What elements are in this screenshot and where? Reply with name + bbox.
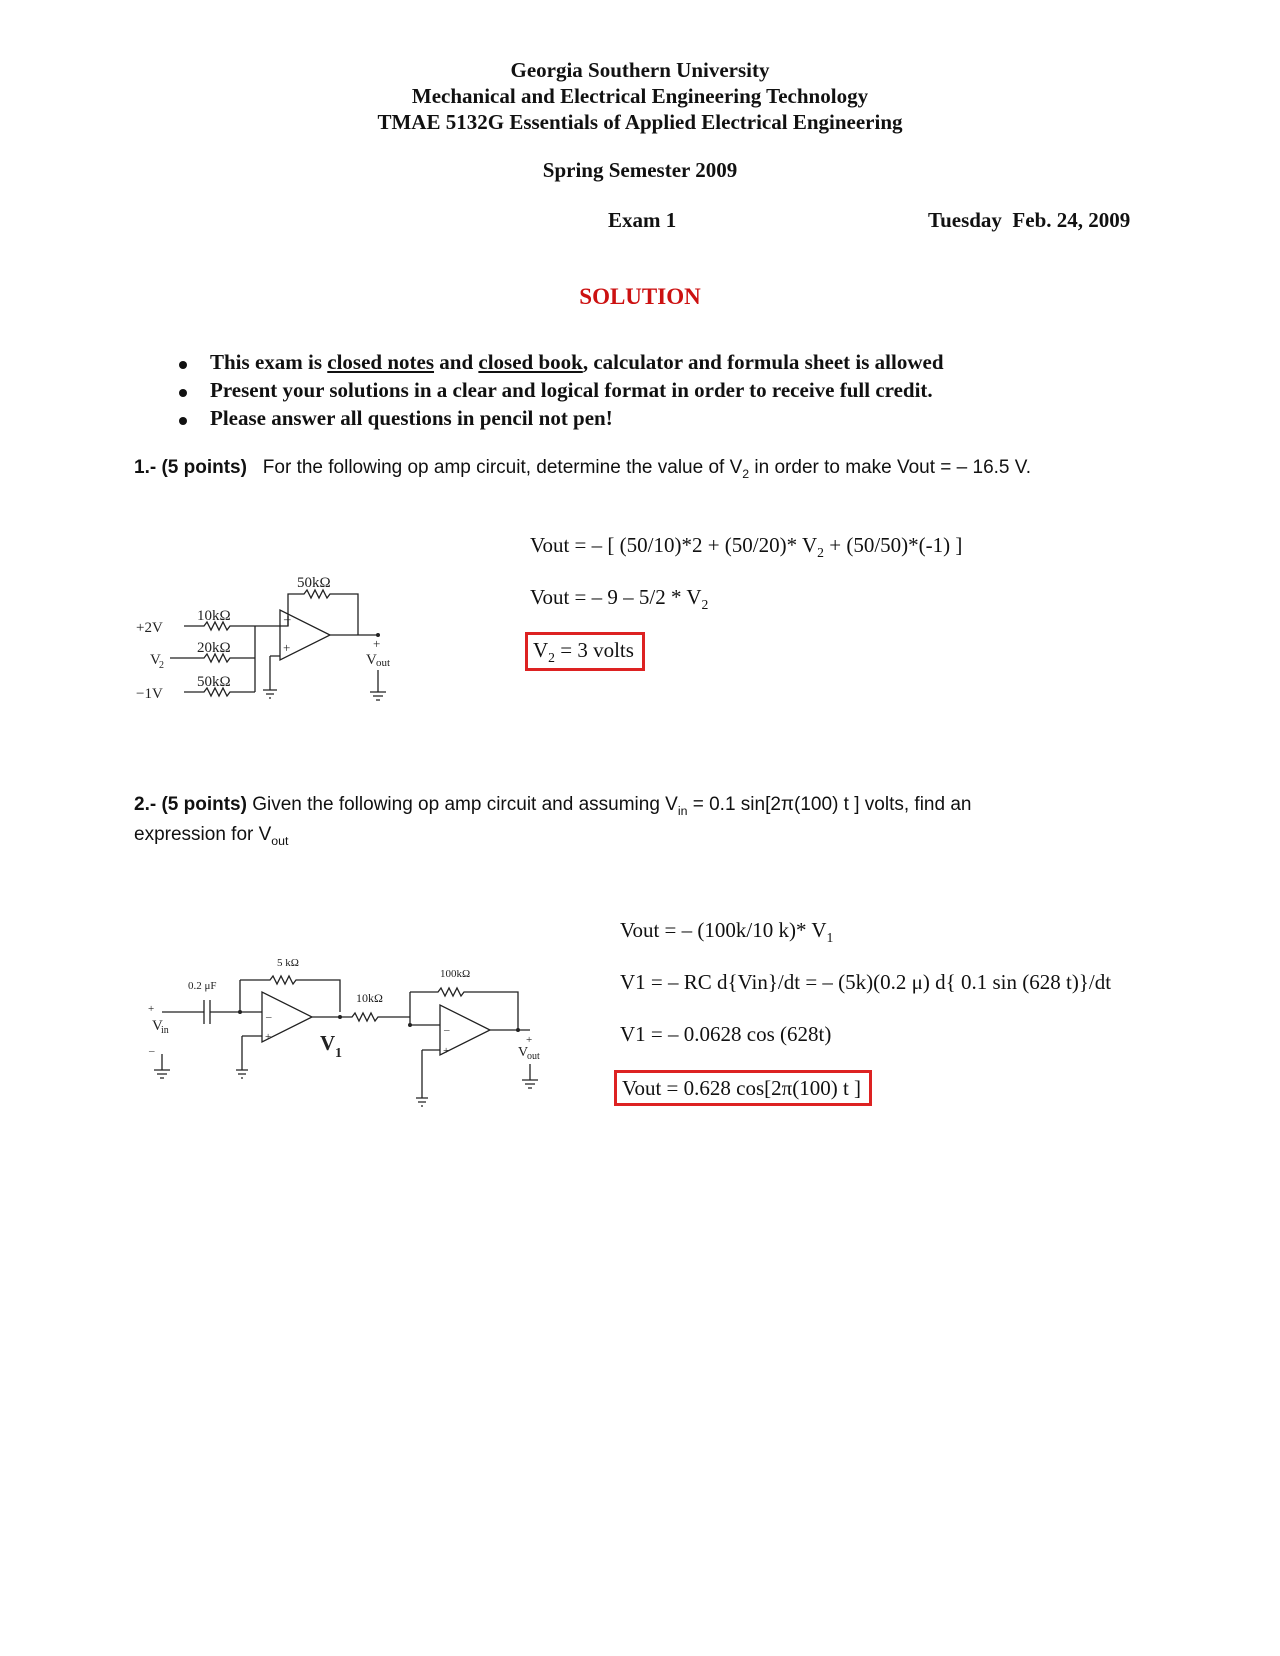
q1-equation-2: Vout = – $9 - 5/2 * V_2$ [530,585,709,613]
q1-equation-1: Vout = – [ (50/10)*2 + (50/20)* $V_2 + (50/50)*(-1)$ ] [530,533,963,561]
capacitor-symbol [204,1000,210,1024]
label-vout: V [366,652,377,668]
q2-equation-3: V1 = – 0.0628 cos (628t) [620,1022,832,1046]
course-title: TMAE 5132G Essentials of Applied Electrical Engineering [377,110,903,134]
label-r100k: 100kΩ [440,968,471,980]
label-r3: 50kΩ [197,674,231,690]
label-r10k: 10kΩ [356,991,383,1005]
label-rf: 50kΩ [297,575,331,591]
question-2-prompt: 2.- (5 points) Given the following op amp circuit and assuming $V_{in} = 0.1$ sin[2π(100) t ] volts, find an [134,794,972,818]
q2-circuit-diagram [140,930,580,1135]
label-v2-sub: 2 [159,660,164,671]
label-plus2v: +2V [136,620,163,636]
label-r5k: 5 kΩ [277,957,299,969]
label-r2: 20kΩ [197,640,231,656]
junction-node [408,1023,412,1027]
label-minus-input: – [284,611,291,626]
junction-node [516,1028,520,1032]
label-vin-minus: – [149,1045,155,1057]
department-name: Mechanical and Electrical Engineering Technology [411,84,869,108]
label-vin-sub: in [161,1025,169,1036]
label-v1: V [320,1031,336,1055]
resistor-100k-symbol [410,988,518,1030]
label-op1-minus: – [266,1011,272,1023]
q1-circuit-diagram [130,530,450,715]
junction-node [238,1010,242,1014]
label-vin-plus: + [148,1003,155,1015]
question-2-prompt-line2: expression for $V_{out}$ [134,824,289,848]
label-vout-plus: + [526,1034,533,1046]
label-r1: 10kΩ [197,608,231,624]
label-v1-sub: 1 [335,1046,342,1061]
q2-equation-2: V1 = – RC d{Vin}/dt = – (5k)(0.2 μ) d{ 0.1 sin (628 t)}/dt [620,970,1112,994]
resistor-10k-symbol [312,1013,410,1021]
label-cap: 0.2 μF [188,980,217,992]
label-plus-input: + [283,640,291,655]
label-op2-plus: + [443,1045,450,1057]
label-out-plus: + [373,636,381,651]
junction-node [338,1015,342,1019]
label-minus1v: −1V [136,686,163,702]
label-vin: V [152,1018,163,1034]
instruction-item: Please answer all questions in pencil not pen! [170,406,944,434]
label-v2: V [150,652,161,668]
label-op2-minus: – [444,1024,450,1036]
exam-date: Tuesday Feb. 24, 2009 [928,208,1131,232]
instruction-item: Present your solutions in a clear and logical format in order to receive full credit. [170,378,944,406]
q2-equation-1: Vout = – (100k/10 k)* $V_1$ [620,918,834,946]
semester: Spring Semester 2009 [542,158,738,182]
university-name: Georgia Southern University [510,58,770,82]
label-op1-plus: + [265,1031,272,1043]
instruction-item: This exam is closed notes and closed book, calculator and formula sheet is allowed [170,350,944,378]
label-vout-sub: out [376,657,391,669]
q1-answer-box: $V_2 = 3$ volts [525,632,645,671]
instructions-list [170,350,944,434]
exam-number: Exam 1 [608,208,677,232]
q2-answer-box: Vout = 0.628 cos[2π(100) t ] [614,1070,872,1106]
solution-label: SOLUTION [579,284,701,309]
question-1-prompt: 1.- (5 points) For the following op amp circuit, determine the value of $V_2$ in order to make Vout = – 16.5 V. [134,457,1031,481]
label-vout: V [518,1045,529,1060]
label-vout-sub: out [527,1051,540,1062]
